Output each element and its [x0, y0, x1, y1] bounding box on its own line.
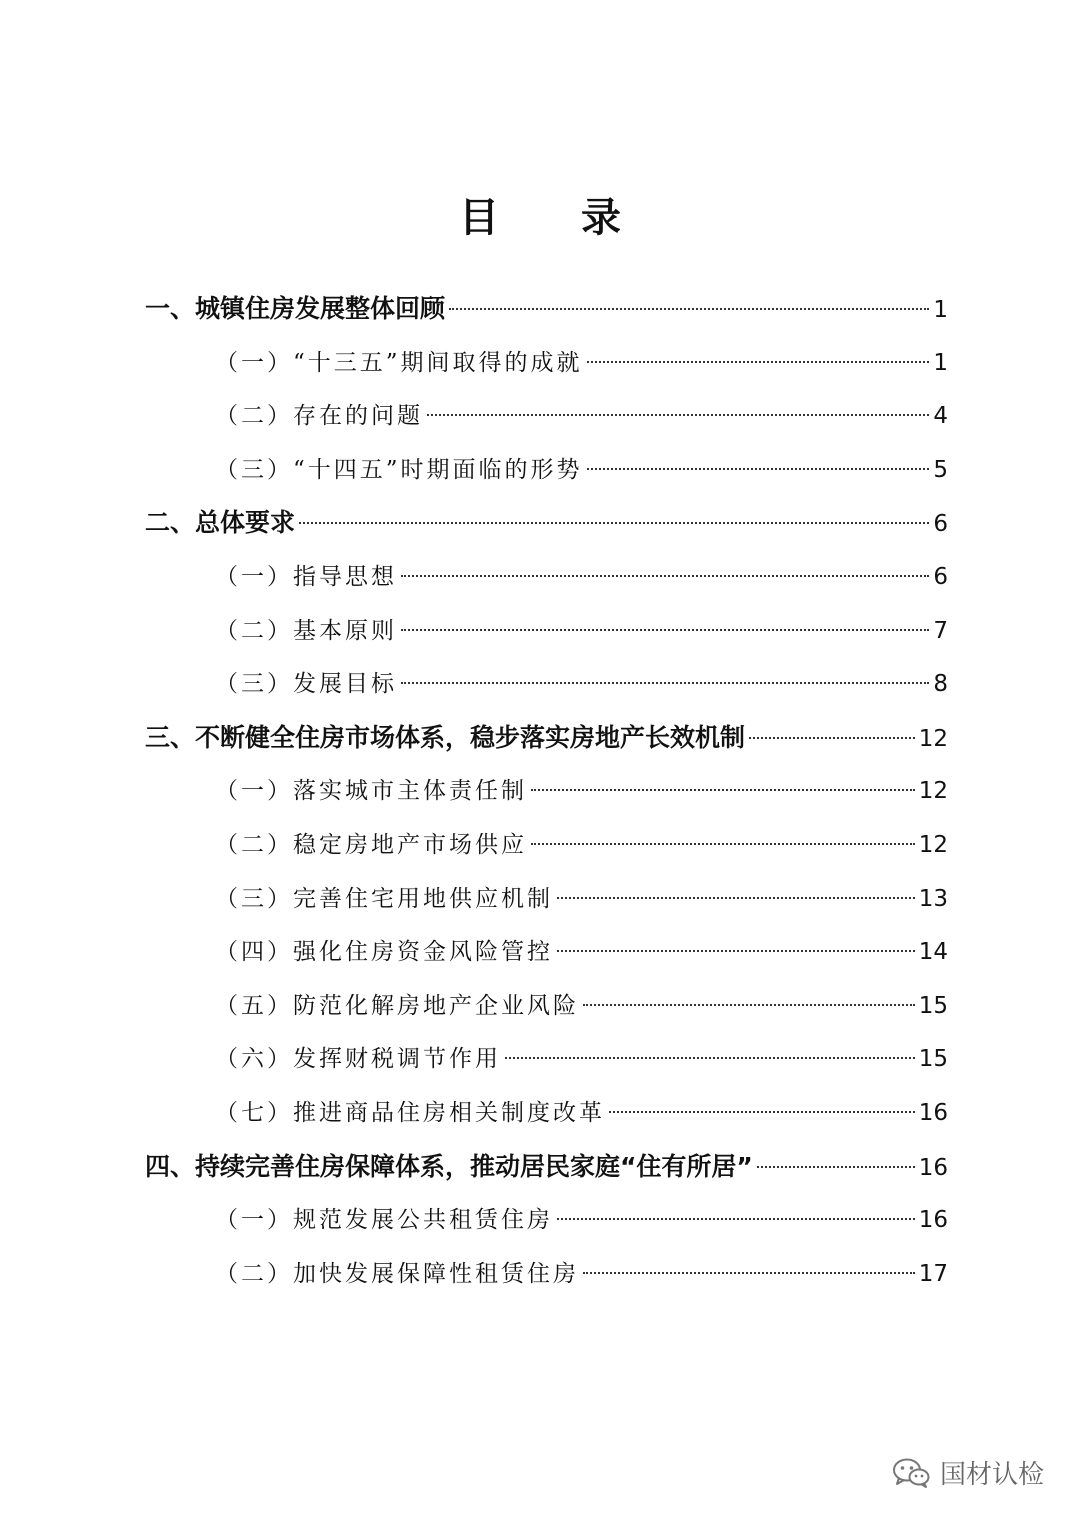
toc-dot-leader	[505, 1057, 915, 1059]
toc-dot-leader	[583, 1272, 915, 1274]
toc-entry[interactable]	[215, 818, 948, 872]
toc-entry-page-number: 13	[918, 885, 948, 912]
toc-entry-page-number: 16	[918, 1154, 948, 1181]
wechat-icon	[892, 1457, 930, 1489]
toc-entry-page-number: 7	[933, 617, 948, 644]
toc-entry-label: （三）“十四五”时期面临的形势	[215, 456, 583, 483]
toc-entry[interactable]	[145, 711, 948, 765]
toc-entry[interactable]	[215, 925, 948, 979]
toc-dot-leader	[557, 950, 915, 952]
toc-dot-leader	[401, 682, 929, 684]
toc-entry[interactable]	[215, 389, 948, 443]
toc-entry-label: （四）强化住房资金风险管控	[215, 939, 553, 966]
toc-dot-leader	[587, 361, 930, 363]
watermark-text: 国材认检	[939, 1460, 1044, 1490]
toc-entry-page-number: 15	[918, 992, 948, 1019]
toc-entry[interactable]	[215, 1086, 948, 1140]
toc-entry[interactable]	[215, 443, 948, 497]
toc-entry-label: （二）存在的问题	[215, 403, 423, 430]
toc-entry[interactable]	[145, 282, 948, 336]
toc-entry[interactable]	[215, 604, 948, 658]
toc-dot-leader	[749, 737, 915, 739]
toc-entry-label: （二）加快发展保障性租赁住房	[215, 1260, 579, 1287]
toc-dot-leader	[299, 522, 929, 524]
toc-entry-label: （一）“十三五”期间取得的成就	[215, 349, 583, 376]
toc-entry-page-number: 6	[933, 564, 948, 590]
toc-dot-leader	[757, 1166, 915, 1168]
toc-entry-page-number: 1	[933, 297, 948, 323]
toc-entry-page-number: 12	[918, 725, 948, 752]
toc-entry-page-number: 16	[918, 1207, 948, 1234]
toc-dot-leader	[531, 789, 915, 791]
toc-entry[interactable]	[145, 496, 948, 550]
watermark	[892, 1454, 1044, 1491]
toc-dot-leader	[401, 575, 929, 577]
toc-entry-label: 二、总体要求	[145, 508, 296, 538]
page-title: 目 录	[459, 195, 655, 241]
toc-entry-label: （三）发展目标	[215, 671, 397, 698]
toc-entry[interactable]	[215, 872, 948, 926]
toc-dot-leader	[449, 308, 929, 310]
toc-entry[interactable]	[145, 1140, 948, 1194]
toc-dot-leader	[587, 468, 930, 470]
toc-dot-leader	[557, 897, 915, 899]
toc-entry-label: 一、城镇住房发展整体回顾	[145, 294, 446, 323]
toc-entry[interactable]	[215, 764, 948, 818]
toc-entry-label: （三）完善住宅用地供应机制	[215, 885, 553, 912]
toc-entry-label: （二）基本原则	[215, 617, 397, 644]
toc-entry-label: （六）发挥财税调节作用	[215, 1046, 501, 1073]
toc-entry-label: （一）规范发展公共租赁住房	[215, 1207, 553, 1234]
toc-entry-label: （七）推进商品住房相关制度改革	[215, 1100, 605, 1126]
toc-entry-page-number: 1	[933, 349, 948, 376]
toc-entry[interactable]	[215, 657, 948, 711]
toc-entry-page-number: 6	[933, 511, 948, 538]
toc-entry-page-number: 12	[918, 778, 948, 805]
toc-entry-page-number: 12	[918, 832, 948, 858]
toc-dot-leader	[427, 414, 929, 416]
toc-entry[interactable]	[215, 979, 948, 1033]
toc-entry-label: （一）指导思想	[215, 564, 397, 590]
toc-entry[interactable]	[215, 1193, 948, 1247]
toc-entry-page-number: 17	[918, 1260, 948, 1287]
toc-entry-page-number: 8	[933, 671, 948, 698]
toc-entry[interactable]	[215, 1032, 948, 1086]
toc-dot-leader	[583, 1004, 915, 1006]
toc-dot-leader	[609, 1111, 915, 1113]
toc-entry-page-number: 16	[918, 1100, 948, 1126]
toc-dot-leader	[401, 629, 929, 631]
toc-entry[interactable]	[215, 1247, 948, 1301]
toc-entry-page-number: 14	[918, 939, 948, 966]
toc-entry-label: 四、持续完善住房保障体系，推动居民家庭“住有所居”	[145, 1151, 753, 1181]
toc-entry[interactable]	[215, 550, 948, 604]
toc-dot-leader	[557, 1218, 915, 1220]
toc-entry-page-number: 15	[918, 1046, 948, 1073]
toc-entry-label: 三、不断健全住房市场体系，稳步落实房地产长效机制	[145, 722, 746, 752]
toc-entry-page-number: 5	[933, 456, 948, 483]
toc-entry-label: （二）稳定房地产市场供应	[215, 832, 527, 858]
toc-entry[interactable]	[215, 336, 948, 390]
toc-entry-page-number: 4	[933, 403, 948, 430]
toc-dot-leader	[531, 843, 915, 845]
toc-entry-label: （一）落实城市主体责任制	[215, 778, 527, 805]
toc-entry-label: （五）防范化解房地产企业风险	[215, 992, 579, 1019]
